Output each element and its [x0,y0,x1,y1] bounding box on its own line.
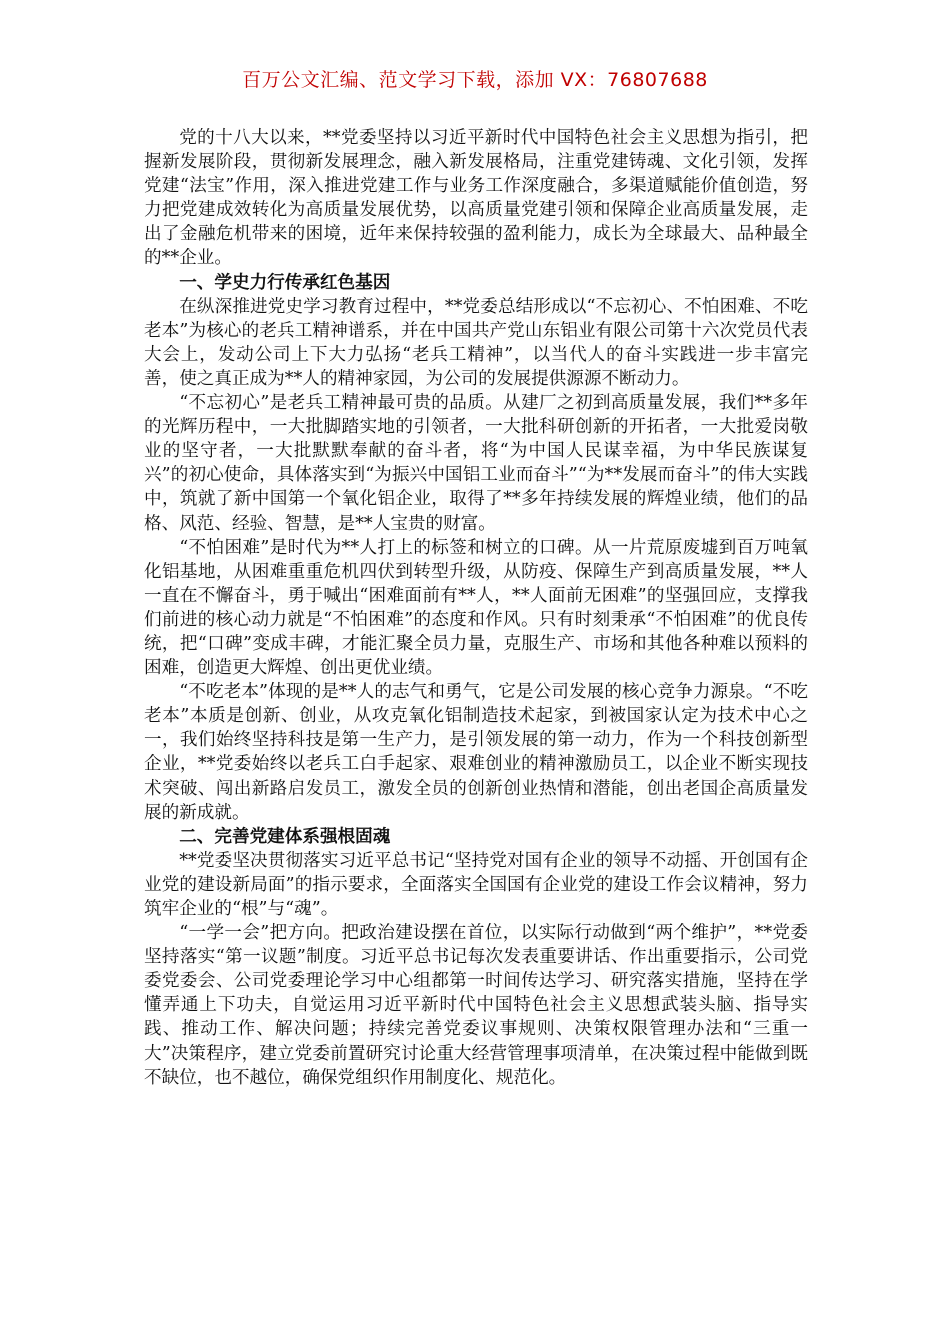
section-1-paragraph-3: “不怕困难”是时代为**人打上的标签和树立的口碑。从一片荒原废墟到百万吨氧化铝基地，从困难重重危机四伏到转型升级，从防疫、保障生产到高质量发展，**人一直在不懈奋斗，勇于喊出“困难面前有**人，**人面前无困难”的坚强回应，支撑我们前进的核心动力就是“不怕困难”的态度和作风。只有时刻秉承“不怕困难”的优良传统，把“口碑”变成丰碑，才能汇聚全员力量，克服生产、市场和其他各种难以预料的困难，创造更大辉煌、创出更优业绩。 [144,537,808,679]
section-1-paragraph-2: “不忘初心”是老兵工精神最可贵的品质。从建厂之初到高质量发展，我们**多年的光辉历程中，一大批脚踏实地的引领者，一大批科研创新的开拓者，一大批爱岗敬业的坚守者，一大批默默奉献的奋斗者，将“为中国人民谋幸福，为中华民族谋复兴”的初心使命，具体落实到“为振兴中国铝工业而奋斗”“为**发展而奋斗”的伟大实践中，筑就了新中国第一个氧化铝企业，取得了**多年持续发展的辉煌业绩，他们的品格、风范、经验、智慧，是**人宝贵的财富。 [144,393,808,534]
section-1-heading: 一、学史力行传承红色基因 [179,271,391,293]
section-1-paragraph-4: “不吃老本”体现的是**人的志气和勇气，它是公司发展的核心竞争力源泉。“不吃老本”本质是创新、创业，从攻克氧化铝制造技术起家，到被国家认定为技术中心之一，我们始终坚持科技是第一生产力，是引领发展的第一动力，作为一个科技创新型企业，**党委始终以老兵工白手起家、艰难创业的精神激励员工，以企业不断实现技术突破、闯出新路启发员工，激发全员的创新创业热情和潜能，创出老国企高质量发展的新成就。 [144,682,808,823]
section-2-paragraph-1: **党委坚决贯彻落实习近平总书记“坚持党对国有企业的领导不动摇、开创国有企业党的建设新局面”的指示要求，全面落实全国国有企业党的建设工作会议精神，努力筑牢企业的“根”与“魂”。 [144,850,808,919]
section-1-paragraph-1: 在纵深推进党史学习教育过程中，**党委总结形成以“不忘初心、不怕困难、不吃老本”为核心的老兵工精神谱系，并在中国共产党山东铝业有限公司第十六次党员代表大会上，发动公司上下大力弘扬“老兵工精神”，以当代人的奋斗实践进一步丰富完善，使之真正成为**人的精神家园，为公司的发展提供源源不断动力。 [144,296,808,389]
document-body [144,126,808,1090]
section-2-paragraph-2: “一学一会”把方向。把政治建设摆在首位，以实际行动做到“两个维护”，**党委坚持落实“第一议题”制度。习近平总书记每次发表重要讲话、作出重要指示，公司党委党委会、公司党委理论学习中心组都第一时间传达学习、研究落实措施，坚持在学懂弄通上下功夫，自觉运用习近平新时代中国特色社会主义思想武装头脑、指导实践、推动工作、解决问题；持续完善党委议事规则、决策权限管理办法和“三重一大”决策程序，建立党委前置研究讨论重大经营管理事项清单，在决策过程中能做到既不缺位，也不越位，确保党组织作用制度化、规范化。 [144,923,808,1088]
section-2-heading: 二、完善党建体系强根固魂 [179,825,391,847]
download-banner: 百万公文汇编、范文学习下载，添加 VX：76807688 [242,69,708,91]
intro-paragraph: 党的十八大以来，**党委坚持以习近平新时代中国特色社会主义思想为指引，把握新发展阶段，贯彻新发展理念，融入新发展格局，注重党建铸魂、文化引领，发挥党建“法宝”作用，深入推进党建工作与业务工作深度融合，多渠道赋能价值创造，努力把党建成效转化为高质量发展优势，以高质量党建引领和保障企业高质量发展，走出了金融危机带来的困境，近年来保持较强的盈利能力，成长为全球最大、品种最全的**企业。 [144,128,808,269]
